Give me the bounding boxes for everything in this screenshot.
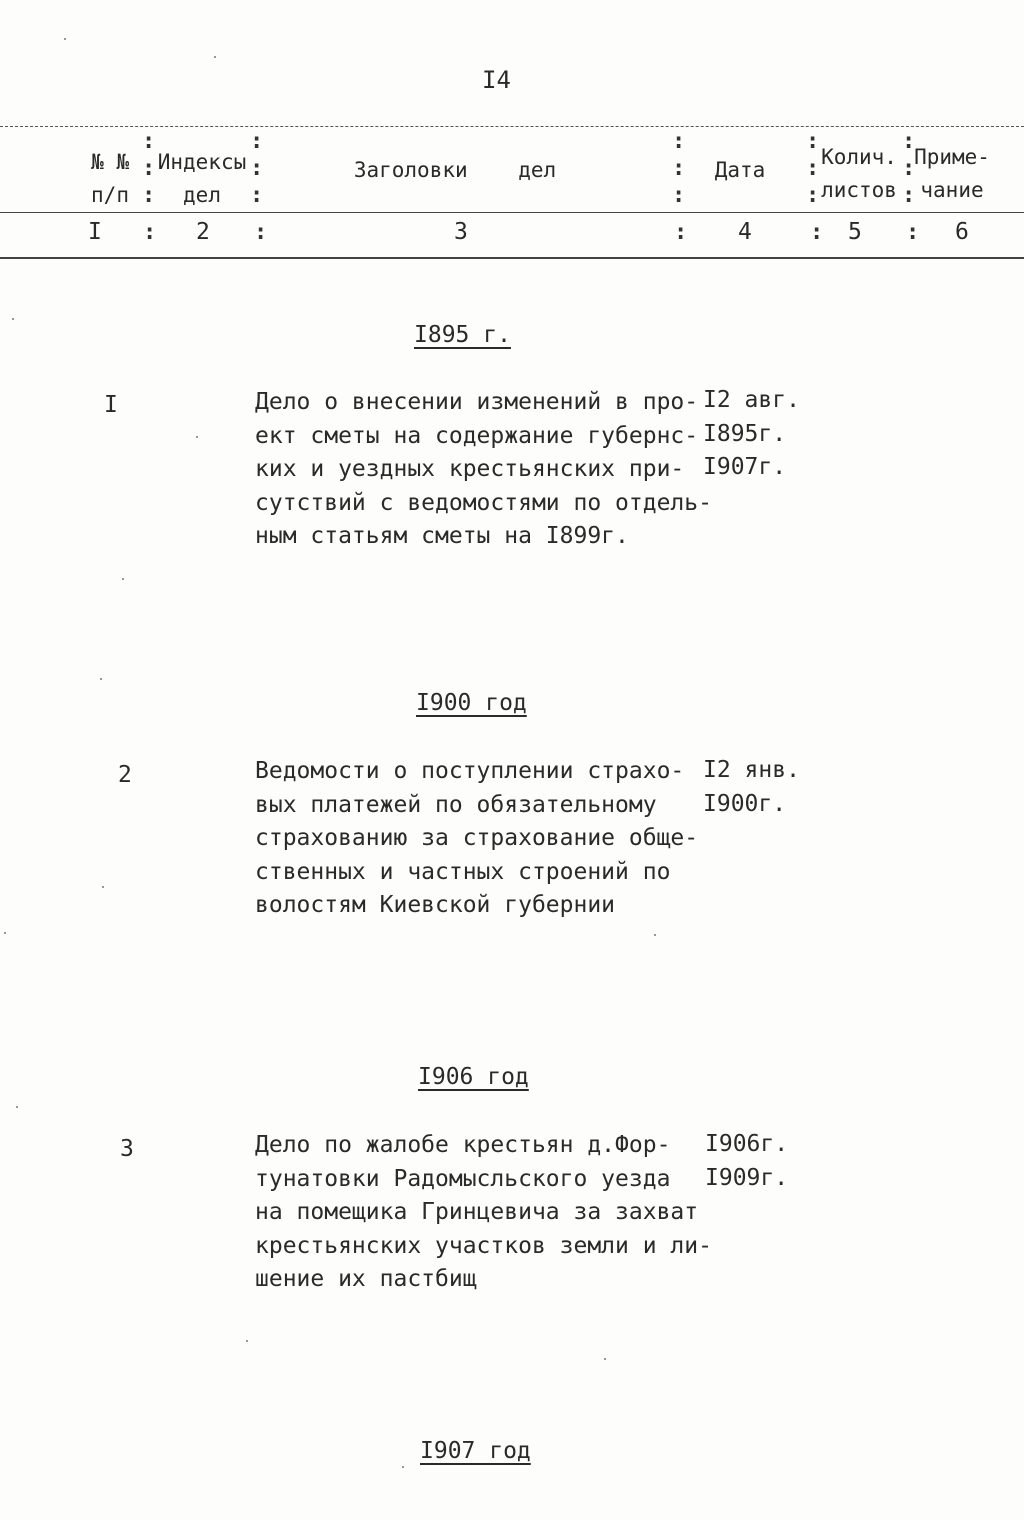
column-number-separator: : [810, 220, 824, 245]
record-number: 2 [118, 762, 132, 788]
header-number-line1: № № [91, 150, 129, 174]
record-title-line: вых платежей по обязательному [255, 791, 657, 818]
column-number-2: 2 [196, 219, 210, 245]
header-separator: : : : [250, 129, 264, 208]
header-date: Дата [714, 158, 766, 182]
record-date-line: I895г. [703, 420, 787, 447]
record-date-line: I907г. [703, 454, 787, 480]
column-number-separator: : [143, 220, 157, 245]
record-title [255, 1129, 712, 1297]
record-title-line: Ведомости о поступлении страхо- [255, 758, 685, 784]
record-title-line: страхованию за страхование обще- [255, 825, 699, 851]
record-title-line: Дело о внесении изменений в про- [255, 389, 699, 415]
record-title-line: ект сметы на содержание губернс- [255, 422, 699, 449]
record-date-line: I900г. [703, 790, 787, 817]
record-date [703, 754, 800, 821]
year-heading: I907 год [420, 1438, 531, 1464]
record-date [705, 1128, 788, 1195]
header-index-line1: Индексы [157, 150, 247, 174]
record-title-line: ких и уездных крестьянских при- [255, 456, 685, 482]
record-title-line: Дело по жалобе крестьян д.Фор- [255, 1132, 671, 1158]
header-sheets-cell [814, 141, 904, 207]
scan-speck [16, 1106, 18, 1108]
header-separator: : : : [902, 129, 916, 208]
scan-speck [122, 578, 124, 580]
header-separator: : : : [142, 129, 156, 208]
column-number-3: 3 [454, 219, 468, 245]
scan-speck [64, 38, 66, 40]
record-title [255, 386, 712, 554]
scan-speck [102, 886, 104, 888]
column-number-1: I [88, 219, 102, 245]
scan-speck [196, 436, 198, 438]
record-title-line: ственных и частных строений по [255, 858, 671, 885]
column-number-6: 6 [955, 219, 969, 245]
header-top-rule [0, 126, 1024, 127]
scan-speck [214, 56, 216, 58]
record-title-line: на помещика Гринцевича за захват [255, 1199, 699, 1225]
header-index-line2: дел [183, 183, 221, 207]
header-note-cell [910, 141, 994, 207]
header-bottom-rule [0, 212, 1024, 213]
year-heading: I906 год [418, 1064, 529, 1090]
scan-speck [4, 932, 6, 934]
header-index-cell [152, 146, 252, 212]
scan-speck [654, 934, 656, 936]
column-number-separator: : [906, 220, 920, 245]
record-number: I [104, 392, 118, 418]
column-number-separator: : [674, 220, 688, 245]
header-title-cell [300, 154, 610, 187]
record-title [255, 755, 698, 923]
record-title-line: тунатовки Радомысльского уезда [255, 1165, 671, 1192]
record-title-line: крестьянских участков земли и ли- [255, 1232, 712, 1259]
record-date-line: I909г. [705, 1164, 789, 1191]
scan-speck [246, 1340, 248, 1342]
record-title-line: шение их пастбищ [255, 1266, 477, 1292]
header-note-line2: чание [920, 178, 984, 202]
record-number: 3 [120, 1136, 134, 1162]
scan-speck [604, 1358, 606, 1360]
header-sheets-line1: Колич. [821, 145, 897, 169]
column-number-separator: : [254, 220, 268, 245]
scan-speck [402, 1466, 404, 1468]
column-number-4: 4 [738, 219, 752, 245]
record-date-line: I906г. [705, 1131, 789, 1157]
header-note-line1: Приме- [914, 145, 990, 169]
header-sheets-line2: листов [821, 178, 897, 202]
header-separator: : : : [806, 129, 820, 208]
record-date-line: I2 авг. [703, 387, 800, 413]
record-date [703, 384, 800, 485]
year-heading: I900 год [416, 690, 527, 716]
record-title-line: ным статьям сметы на I899г. [255, 523, 629, 549]
scan-speck [12, 318, 14, 320]
record-date-line: I2 янв. [703, 757, 800, 783]
header-separator: : : : [672, 129, 686, 208]
record-title-line: волостям Киевской губернии [255, 892, 616, 918]
scan-speck [100, 678, 102, 680]
header-number-line2: п/п [91, 183, 129, 207]
year-heading: I895 г. [414, 322, 511, 348]
header-number-cell [80, 146, 140, 212]
record-title-line: сутствий с ведомостями по отдель- [255, 489, 712, 516]
column-numbers-rule [0, 257, 1024, 259]
header-title: Заголовки дел [353, 158, 557, 182]
column-number-5: 5 [848, 219, 862, 245]
page-number: I4 [482, 66, 511, 94]
header-date-cell [700, 154, 780, 187]
